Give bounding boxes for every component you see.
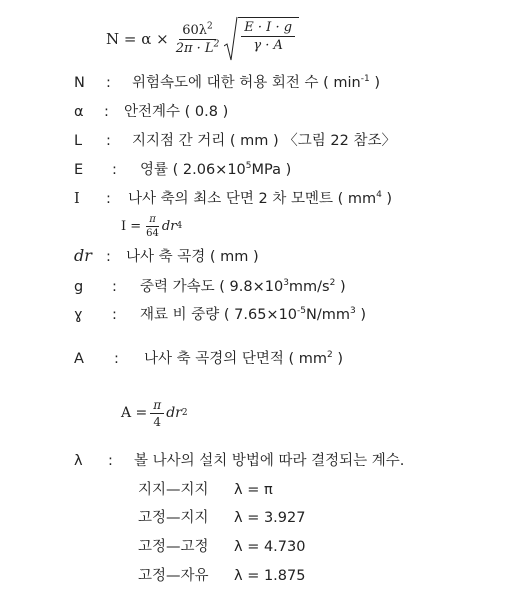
def-colon: : <box>106 75 111 91</box>
sqrt-icon <box>224 16 238 62</box>
formula-A: A = $\frac{\pi}{4}$ dr 2 <box>121 397 188 429</box>
main-formula <box>106 14 299 64</box>
def-colon: : <box>104 104 109 120</box>
def-symbol: N <box>74 75 85 91</box>
def-text: 나사 축 곡경 ( mm ) <box>126 249 259 265</box>
def-symbol: E <box>74 162 84 178</box>
def-text: 볼 나사의 설치 방법에 따라 결정되는 계수. <box>134 453 405 469</box>
def-symbol: dr <box>74 246 92 265</box>
def-text: 재료 비 중량 ( 7.65×10 <box>140 307 298 323</box>
def-colon: : <box>112 307 117 323</box>
mount-type: 고정—지지 <box>138 510 209 526</box>
formula-A-den: 4 <box>153 414 162 429</box>
lambda-value-row <box>138 564 305 585</box>
lambda-value-row <box>138 478 273 499</box>
mount-type: 고정—자유 <box>138 568 209 584</box>
lambda-value: λ = 3.927 <box>234 510 306 526</box>
def-symbol: A <box>74 351 84 367</box>
lambda-value-row <box>138 535 305 556</box>
def-symbol: L <box>74 133 83 149</box>
sqrt-denominator: γ · A <box>253 38 283 53</box>
formula-I-lhs: I = <box>121 218 142 234</box>
def-colon: : <box>106 249 111 265</box>
formula-I-num: π <box>146 214 159 227</box>
def-row-lambda <box>74 449 404 470</box>
def-row-A: A : 나사 축 곡경의 단면적 ( $mm^2$ ) <box>74 350 344 367</box>
formula-I-rhs: dr <box>161 218 177 234</box>
def-symbol: I <box>74 191 80 207</box>
def-symbol: ɣ <box>74 307 83 323</box>
fraction-numerator: 60λ <box>182 22 208 38</box>
def-row-N: N : 위험속도에 대한 허용 회전 수 ( $\min^{-1}$ ) <box>74 74 381 91</box>
def-colon: : <box>106 191 111 207</box>
def-text: 나사 축의 최소 단면 2 차 모멘트 ( mm <box>128 191 377 207</box>
def-text: 중력 가속도 ( 9.8×10 <box>140 279 284 295</box>
formula-I: I = $\frac{\pi}{64}$ dr 4 <box>121 213 183 239</box>
formula-lhs: N = α × <box>106 30 169 48</box>
def-symbol: α <box>74 104 84 120</box>
lambda-value: λ = 4.730 <box>234 539 306 555</box>
def-row-alpha <box>74 100 228 121</box>
fraction-denominator: 2π · L <box>175 40 214 56</box>
def-colon: : <box>112 279 117 295</box>
def-text: 지지점 간 거리 ( mm ) 〈그림 22 참조〉 <box>132 133 396 149</box>
def-row-I: I : 나사 축의 최소 단면 2 차 모멘트 ( $mm^4$ ) <box>74 190 393 207</box>
def-text: 위험속도에 대한 허용 회전 수 ( min <box>132 75 361 91</box>
lambda-value: λ = π <box>234 482 273 498</box>
def-row-g: g : 중력 가속도 ( $9.8\times 10^3mm/s^2$ ) <box>74 278 346 295</box>
sqrt-numerator: E · I · g <box>241 20 295 37</box>
def-text: 나사 축 곡경의 단면적 ( mm <box>144 351 328 367</box>
mount-type: 지지—지지 <box>138 482 209 498</box>
formula-A-rhs: dr <box>166 405 182 421</box>
formula-fraction: $\frac{60\lambda^2}{2\pi \cdot L^2}$ <box>175 21 220 56</box>
sqrt-radical <box>224 16 299 62</box>
lambda-value: λ = 1.875 <box>234 568 306 584</box>
def-colon: : <box>106 133 111 149</box>
def-symbol: λ <box>74 453 83 469</box>
def-row-gamma: ɣ : 재료 비 중량 ( $7.65\times 10^{-5}N/mm^3$ ) <box>74 306 366 323</box>
lambda-value-row <box>138 506 305 527</box>
def-colon: : <box>114 351 119 367</box>
def-symbol: g <box>74 279 84 295</box>
def-row-E: E : 영률 ( $2.06\times 10^5MPa$ ) <box>74 161 292 178</box>
def-colon: : <box>108 453 113 469</box>
formula-I-den: 64 <box>146 227 159 239</box>
formula-A-num: π <box>150 398 164 414</box>
def-row-L <box>74 129 396 150</box>
def-colon: : <box>112 162 117 178</box>
def-row-dr <box>74 245 259 266</box>
mount-type: 고정—고정 <box>138 539 209 555</box>
def-text: 안전계수 ( 0.8 ) <box>124 104 229 120</box>
formula-A-lhs: A = <box>121 405 148 421</box>
def-text: 영률 ( 2.06×10 <box>140 162 246 178</box>
